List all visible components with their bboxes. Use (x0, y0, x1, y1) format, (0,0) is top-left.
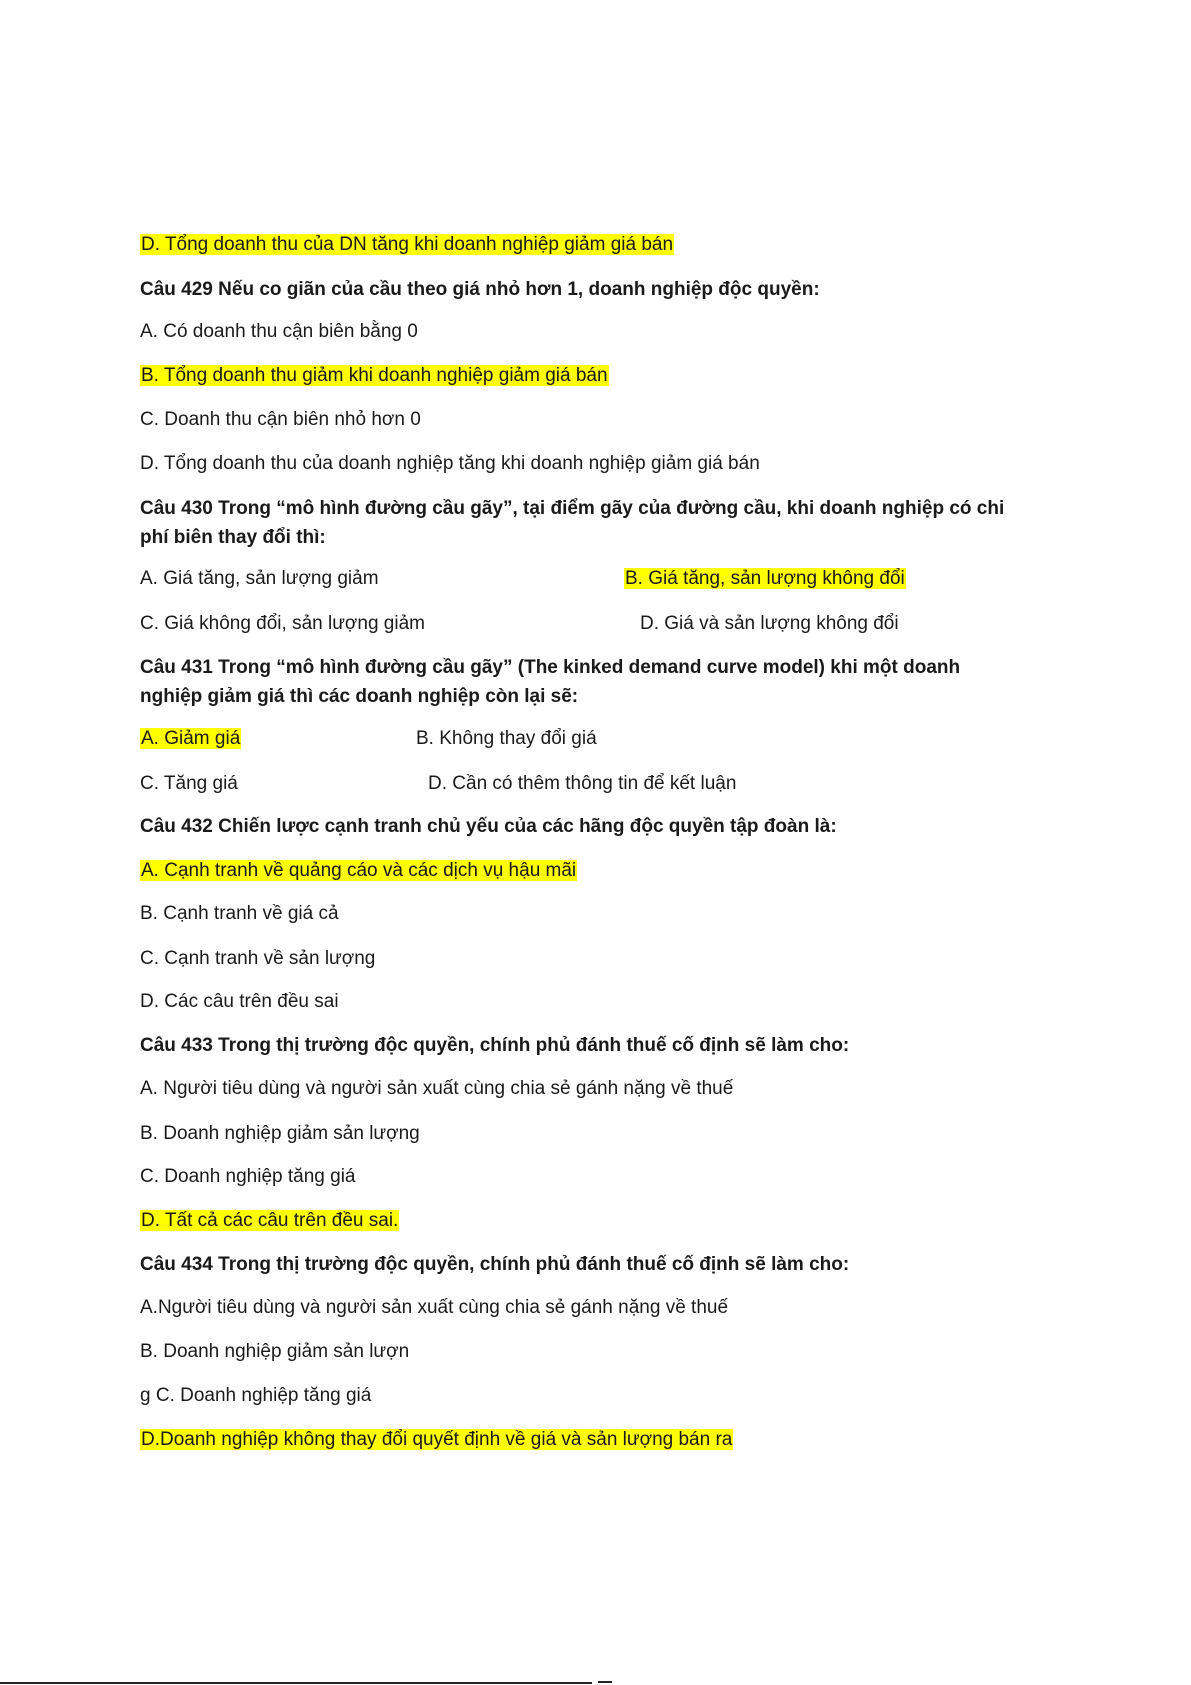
answer-highlight: D. Tổng doanh thu của DN tăng khi doanh nghiệp giảm giá bán (141, 234, 674, 255)
q432-question: Câu 432 Chiến lược cạnh tranh chủ yếu của các hãng độc quyền tập đoàn là: (140, 816, 837, 837)
answer-highlight: B. Giá tăng, sản lượng không đổi (625, 568, 905, 589)
q429-option-a: A. Có doanh thu cận biên bằng 0 (140, 321, 418, 342)
q432-option-a (140, 859, 577, 883)
q434-option-a: A.Người tiêu dùng và người sản xuất cùng chia sẻ gánh nặng về thuế (140, 1297, 729, 1318)
q430-option-c: C. Giá không đổi, sản lượng giảm (140, 613, 425, 634)
q430-option-d: D. Giá và sản lượng không đổi (640, 613, 899, 634)
q431-option-a (140, 727, 241, 751)
q432-option-c: C. Cạnh tranh về sản lượng (140, 948, 376, 969)
q431-option-c: C. Tăng giá (140, 773, 238, 794)
q433-option-d (140, 1209, 399, 1233)
q430-option-b (624, 567, 906, 591)
answer-highlight: D. Tất cả các câu trên đều sai. (141, 1210, 399, 1231)
answer-highlight: B. Tổng doanh thu giảm khi doanh nghiệp giảm giá bán (141, 365, 608, 386)
page-bottom-tick (598, 1681, 612, 1683)
q430-option-a: A. Giá tăng, sản lượng giảm (140, 568, 379, 589)
q429-option-c: C. Doanh thu cận biên nhỏ hơn 0 (140, 409, 421, 430)
page-bottom-rule (0, 1682, 592, 1684)
q429-option-d: D. Tổng doanh thu của doanh nghiệp tăng khi doanh nghiệp giảm giá bán (140, 453, 760, 474)
q431-option-b: B. Không thay đổi giá (416, 728, 597, 749)
q433-option-b: B. Doanh nghiệp giảm sản lượng (140, 1123, 420, 1144)
q432-option-b: B. Cạnh tranh về giá cả (140, 903, 339, 924)
q433-option-a: A. Người tiêu dùng và người sản xuất cùng chia sẻ gánh nặng về thuế (140, 1078, 734, 1099)
q429-question: Câu 429 Nếu co giãn của cầu theo giá nhỏ hơn 1, doanh nghiệp độc quyền: (140, 279, 820, 300)
q433-option-c: C. Doanh nghiệp tăng giá (140, 1166, 356, 1187)
answer-highlight: A. Cạnh tranh về quảng cáo và các dịch vụ hậu mãi (141, 860, 577, 881)
q428-option-d (140, 233, 674, 257)
q434-option-d (140, 1428, 733, 1452)
answer-highlight: A. Giảm giá (141, 728, 241, 749)
q431-option-d: D. Cần có thêm thông tin để kết luận (428, 773, 737, 794)
q432-option-d: D. Các câu trên đều sai (140, 991, 339, 1012)
q434-question: Câu 434 Trong thị trường độc quyền, chính phủ đánh thuế cố định sẽ làm cho: (140, 1254, 850, 1275)
q430-question: Câu 430 Trong “mô hình đường cầu gãy”, tại điểm gãy của đường cầu, khi doanh nghiệp có chi phí biên thay đổi thì: (140, 498, 1005, 548)
q434-option-b: B. Doanh nghiệp giảm sản lượn (140, 1341, 410, 1362)
q433-question: Câu 433 Trong thị trường độc quyền, chính phủ đánh thuế cố định sẽ làm cho: (140, 1035, 850, 1056)
answer-highlight: D.Doanh nghiệp không thay đổi quyết định về giá và sản lượng bán ra (141, 1429, 733, 1450)
q429-option-b (140, 364, 609, 388)
q431-question: Câu 431 Trong “mô hình đường cầu gãy” (The kinked demand curve model) khi một doanh nghiệp giảm giá thì các doanh nghiệp còn lại sẽ: (140, 657, 961, 707)
q434-option-c: g C. Doanh nghiệp tăng giá (140, 1385, 372, 1406)
